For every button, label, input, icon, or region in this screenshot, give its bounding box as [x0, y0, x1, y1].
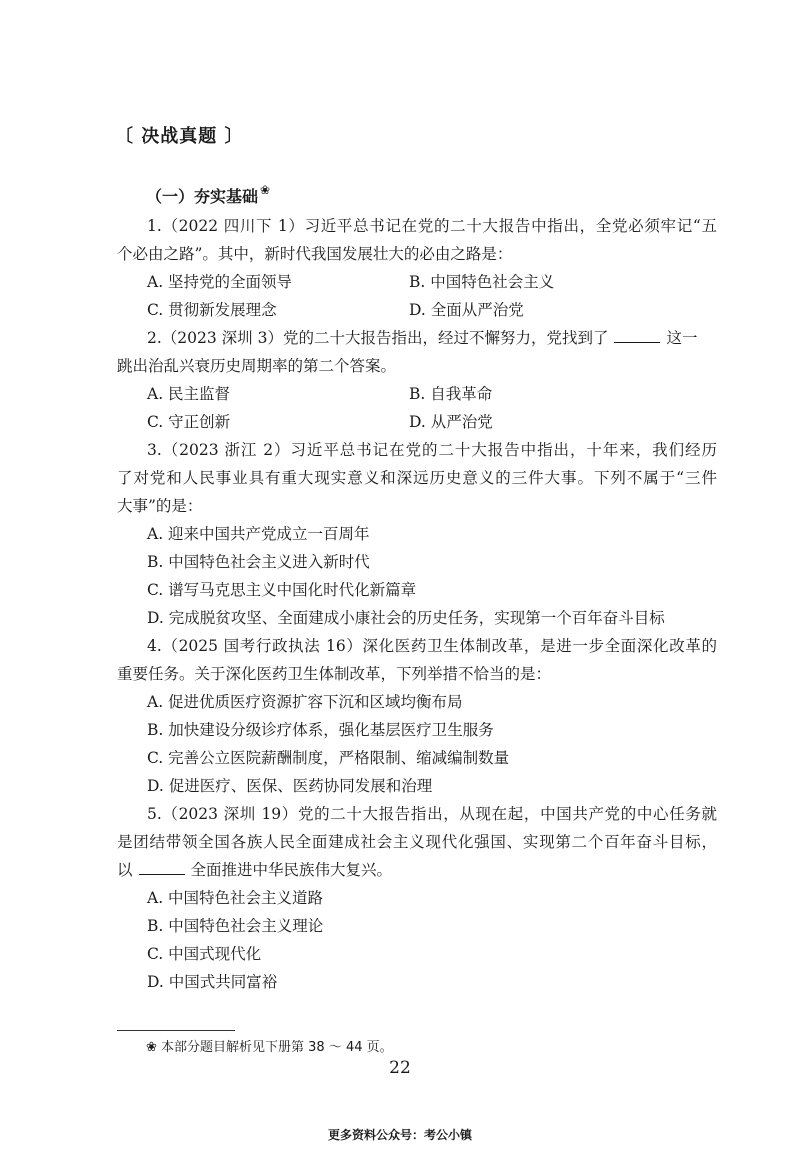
question-stem: 大事”的是：: [117, 497, 203, 515]
stem-part: 2.（2023 深圳 3）党的二十大报告指出，经过不懈努力，党找到了: [147, 329, 609, 347]
sub-title-text: （一）夯实基础: [146, 187, 259, 206]
footnote-marker-icon: ❀: [260, 183, 271, 197]
option-c: C. 贯彻新发展理念: [147, 301, 277, 319]
question-stem: 跳出治乱兴衰历史周期率的第二个答案。: [117, 357, 397, 375]
option-a: A. 坚持党的全面领导: [147, 273, 293, 291]
stem-part: 这一: [666, 329, 698, 347]
section-title: 〔 决战真题 〕: [115, 126, 244, 147]
question-list: [117, 212, 717, 996]
option-d: D. 完成脱贫攻坚、全面建成小康社会的历史任务，实现第一个百年奋斗目标: [147, 609, 665, 627]
option-c: C. 谱写马克思主义中国化时代化新篇章: [147, 581, 417, 599]
option-a: A. 民主监督: [147, 385, 231, 403]
footnote: ❀ 本部分题目解析见下册第 38 ～ 44 页。: [146, 1040, 393, 1055]
page-number: 22: [389, 1058, 411, 1078]
footnote-divider: [117, 1030, 235, 1031]
option-b: B. 中国特色社会主义: [409, 273, 555, 291]
option-d: D. 全面从严治党: [409, 301, 524, 319]
watermark-text: 更多资料公众号：考公小镇: [327, 1128, 472, 1142]
question-stem: 个必由之路”。其中，新时代我国发展壮大的必由之路是：: [117, 245, 513, 263]
question-stem: 重要任务。关于深化医药卫生体制改革，下列举措不恰当的是：: [117, 665, 552, 683]
option-b: B. 自我革命: [409, 385, 493, 403]
question-stem: 是团结带领全国各族人民全面建成社会主义现代化强国、实现第二个百年奋斗目标，: [117, 833, 717, 851]
option-row: [117, 380, 717, 408]
option-c: C. 完善公立医院薪酬制度，严格限制、缩减编制数量: [147, 749, 510, 767]
option-d: D. 促进医疗、医保、医药协同发展和治理: [147, 777, 433, 795]
option-row: [117, 408, 717, 436]
answer-blank: [614, 325, 660, 343]
sub-title: [146, 184, 270, 207]
question-stem: [117, 856, 717, 884]
question-stem: 5.（2023 深圳 19）党的二十大报告指出，从现在起，中国共产党的中心任务就: [147, 805, 717, 823]
option-c: C. 中国式现代化: [147, 945, 262, 963]
question-3: [117, 436, 717, 632]
option-a: A. 中国特色社会主义道路: [147, 889, 324, 907]
question-stem: 1.（2022 四川下 1）习近平总书记在党的二十大报告中指出，全党必须牢记“五: [147, 217, 717, 235]
question-5: [117, 800, 717, 996]
question-stem: 3.（2023 浙江 2）习近平总书记在党的二十大报告中指出，十年来，我们经历: [147, 441, 717, 459]
option-b: B. 加快建设分级诊疗体系，强化基层医疗卫生服务: [147, 721, 494, 739]
question-2: [117, 324, 717, 436]
stem-part: 全面推进中华民族伟大复兴。: [190, 861, 393, 879]
question-stem: 了对党和人民事业具有重大现实意义和深远历史意义的三件大事。下列不属于“三件: [117, 469, 717, 487]
option-b: B. 中国特色社会主义进入新时代: [147, 553, 370, 571]
question-1: [117, 212, 717, 324]
option-d: D. 从严治党: [409, 413, 493, 431]
question-stem: 4.（2025 国考行政执法 16）深化医药卫生体制改革，是进一步全面深化改革的: [147, 637, 717, 655]
question-4: [117, 632, 717, 800]
stem-part: 以: [117, 861, 133, 879]
option-c: C. 守正创新: [147, 413, 231, 431]
option-a: A. 迎来中国共产党成立一百周年: [147, 525, 370, 543]
question-stem: [117, 324, 717, 352]
option-b: B. 中国特色社会主义理论: [147, 917, 324, 935]
option-a: A. 促进优质医疗资源扩容下沉和区域均衡布局: [147, 693, 463, 711]
answer-blank: [139, 857, 185, 875]
option-row: [117, 296, 717, 324]
option-d: D. 中国式共同富裕: [147, 973, 278, 991]
option-row: [117, 268, 717, 296]
